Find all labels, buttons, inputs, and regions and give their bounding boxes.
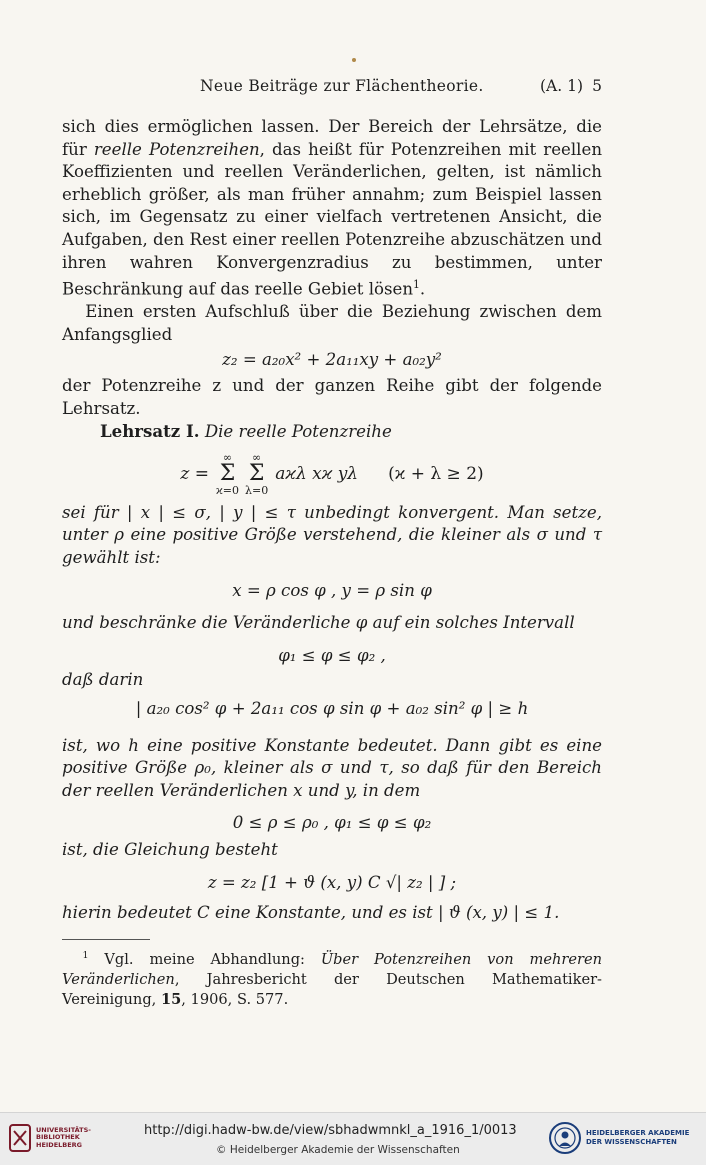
footnote: $^1$ Vgl. meine Abhandlung: Über Potenzreihen von mehreren Veränderlichen, Jahresbericht der Deutschen Mathematiker-Vereinigung, 15, 1906, S. 577. [62,949,602,1008]
sum-symbol-1: ∞ Σ ϰ=0 [215,450,240,497]
library-logo-text: UNIVERSITÄTS- BIBLIOTHEK HEIDELBERG [36,1125,91,1149]
permalink-url[interactable]: http://digi.hadw-bw.de/view/sbhadwmnkl_a_1916_1/0013 [144,1123,517,1138]
footnote-title: Über Potenzreihen von mehreren Veränderlichen [62,950,602,988]
equation-domain: 0 ≤ ρ ≤ ρ₀ , φ₁ ≤ φ ≤ φ₂ [232,813,432,833]
equation-main: z = z₂ [1 + ϑ (x, y) C √| z₂ | ] ; [207,872,457,892]
equation-double-sum [62,452,602,496]
footnote-volume: 15 [160,990,182,1008]
paragraph-4: sei für | x | ≤ σ, | y | ≤ τ unbedingt konvergent. Man setze, unter ρ eine positive Größe verstehend, die kleiner als σ und τ gewählt ist: [62,502,602,568]
footnote-number: 1 [82,949,89,961]
academy-logo-text: HEIDELBERGER AKADEMIE DER WISSENSCHAFTEN [586,1129,690,1146]
theorem-title: Die reelle Potenzreihe [204,422,392,442]
copyright-notice: © Heidelberger Akademie der Wissenschaften [216,1144,460,1156]
body-text [62,116,602,1010]
theorem-label: Lehrsatz I. [100,421,200,442]
sum-symbol-2: ∞ Σ λ=0 [245,450,269,497]
equation-interval: φ₁ ≤ φ ≤ φ₂ , [278,645,386,665]
paragraph-5: und beschränke die Veränderliche φ auf ein solches Intervall [62,613,575,633]
footnote-rule [62,939,150,940]
paragraph-8: ist, die Gleichung besteht [62,839,278,859]
equation-polar: x = ρ cos φ , y = ρ sin φ [232,580,432,600]
equation-z2: z₂ = a₂₀x² + 2a₁₁xy + a₀₂y² [222,350,442,370]
decorative-dot [352,58,356,62]
sum-condition: (ϰ + λ ≥ 2) [388,463,484,484]
footnote-marker[interactable]: 1 [413,278,420,292]
paragraph-9: hierin bedeutet C eine Konstante, und es ist | ϑ (x, y) | ≤ 1. [62,903,560,923]
viewer-footer-bar [0,1112,706,1165]
library-logo[interactable] [8,1123,91,1153]
sum-lhs: z = [180,463,209,484]
library-crest-icon [8,1123,32,1153]
running-header [62,77,602,97]
equation-bound: | a₂₀ cos² φ + 2a₁₁ cos φ sin φ + a₀₂ sin² φ | ≥ h [135,699,529,718]
emphasis-reelle-potenzreihen: reelle Potenzreihen [93,139,260,159]
paragraph-2: Einen ersten Aufschluß über die Beziehung zwischen dem Anfangsglied [62,302,602,344]
header-title: Neue Beiträge zur Flächentheorie. [200,77,484,95]
paragraph-6: daß darin [62,670,144,690]
paragraph-7: ist, wo h eine positive Konstante bedeutet. Dann gibt es eine positive Größe ρ₀, kleiner als σ und τ, so daß für den Bereich der reellen Veränderlichen x und y, in dem [62,735,602,800]
academy-logo[interactable] [548,1120,689,1156]
sum-term: aϰλ xϰ yλ [275,463,359,484]
theorem-heading [62,420,602,444]
header-section: (A. 1) [540,77,584,95]
paragraph-1: sich dies ermöglichen lassen. Der Bereich der Lehrsätze, die für reelle Potenzreihen, das heißt für Potenzreihen mit reellen Koeffizienten und reellen Veränderlichen, gelten, ist nämlich erheblich größer, als man früher annahm; zum Beispiel lassen sich, im Gegensatz zu einer vielfach vertretenen Ansicht, die Aufgaben, den Rest einer reellen Potenzreihe abzuschätzen und ihren wahren Konvergenzradius zu bestimmen, unter Beschränkung auf das reelle Gebiet lösen$^1$. [62,117,603,299]
paragraph-3: der Potenzreihe z und der ganzen Reihe gibt der folgende Lehrsatz. [62,376,602,418]
academy-seal-icon [548,1120,582,1156]
page-number: 5 [592,77,602,95]
